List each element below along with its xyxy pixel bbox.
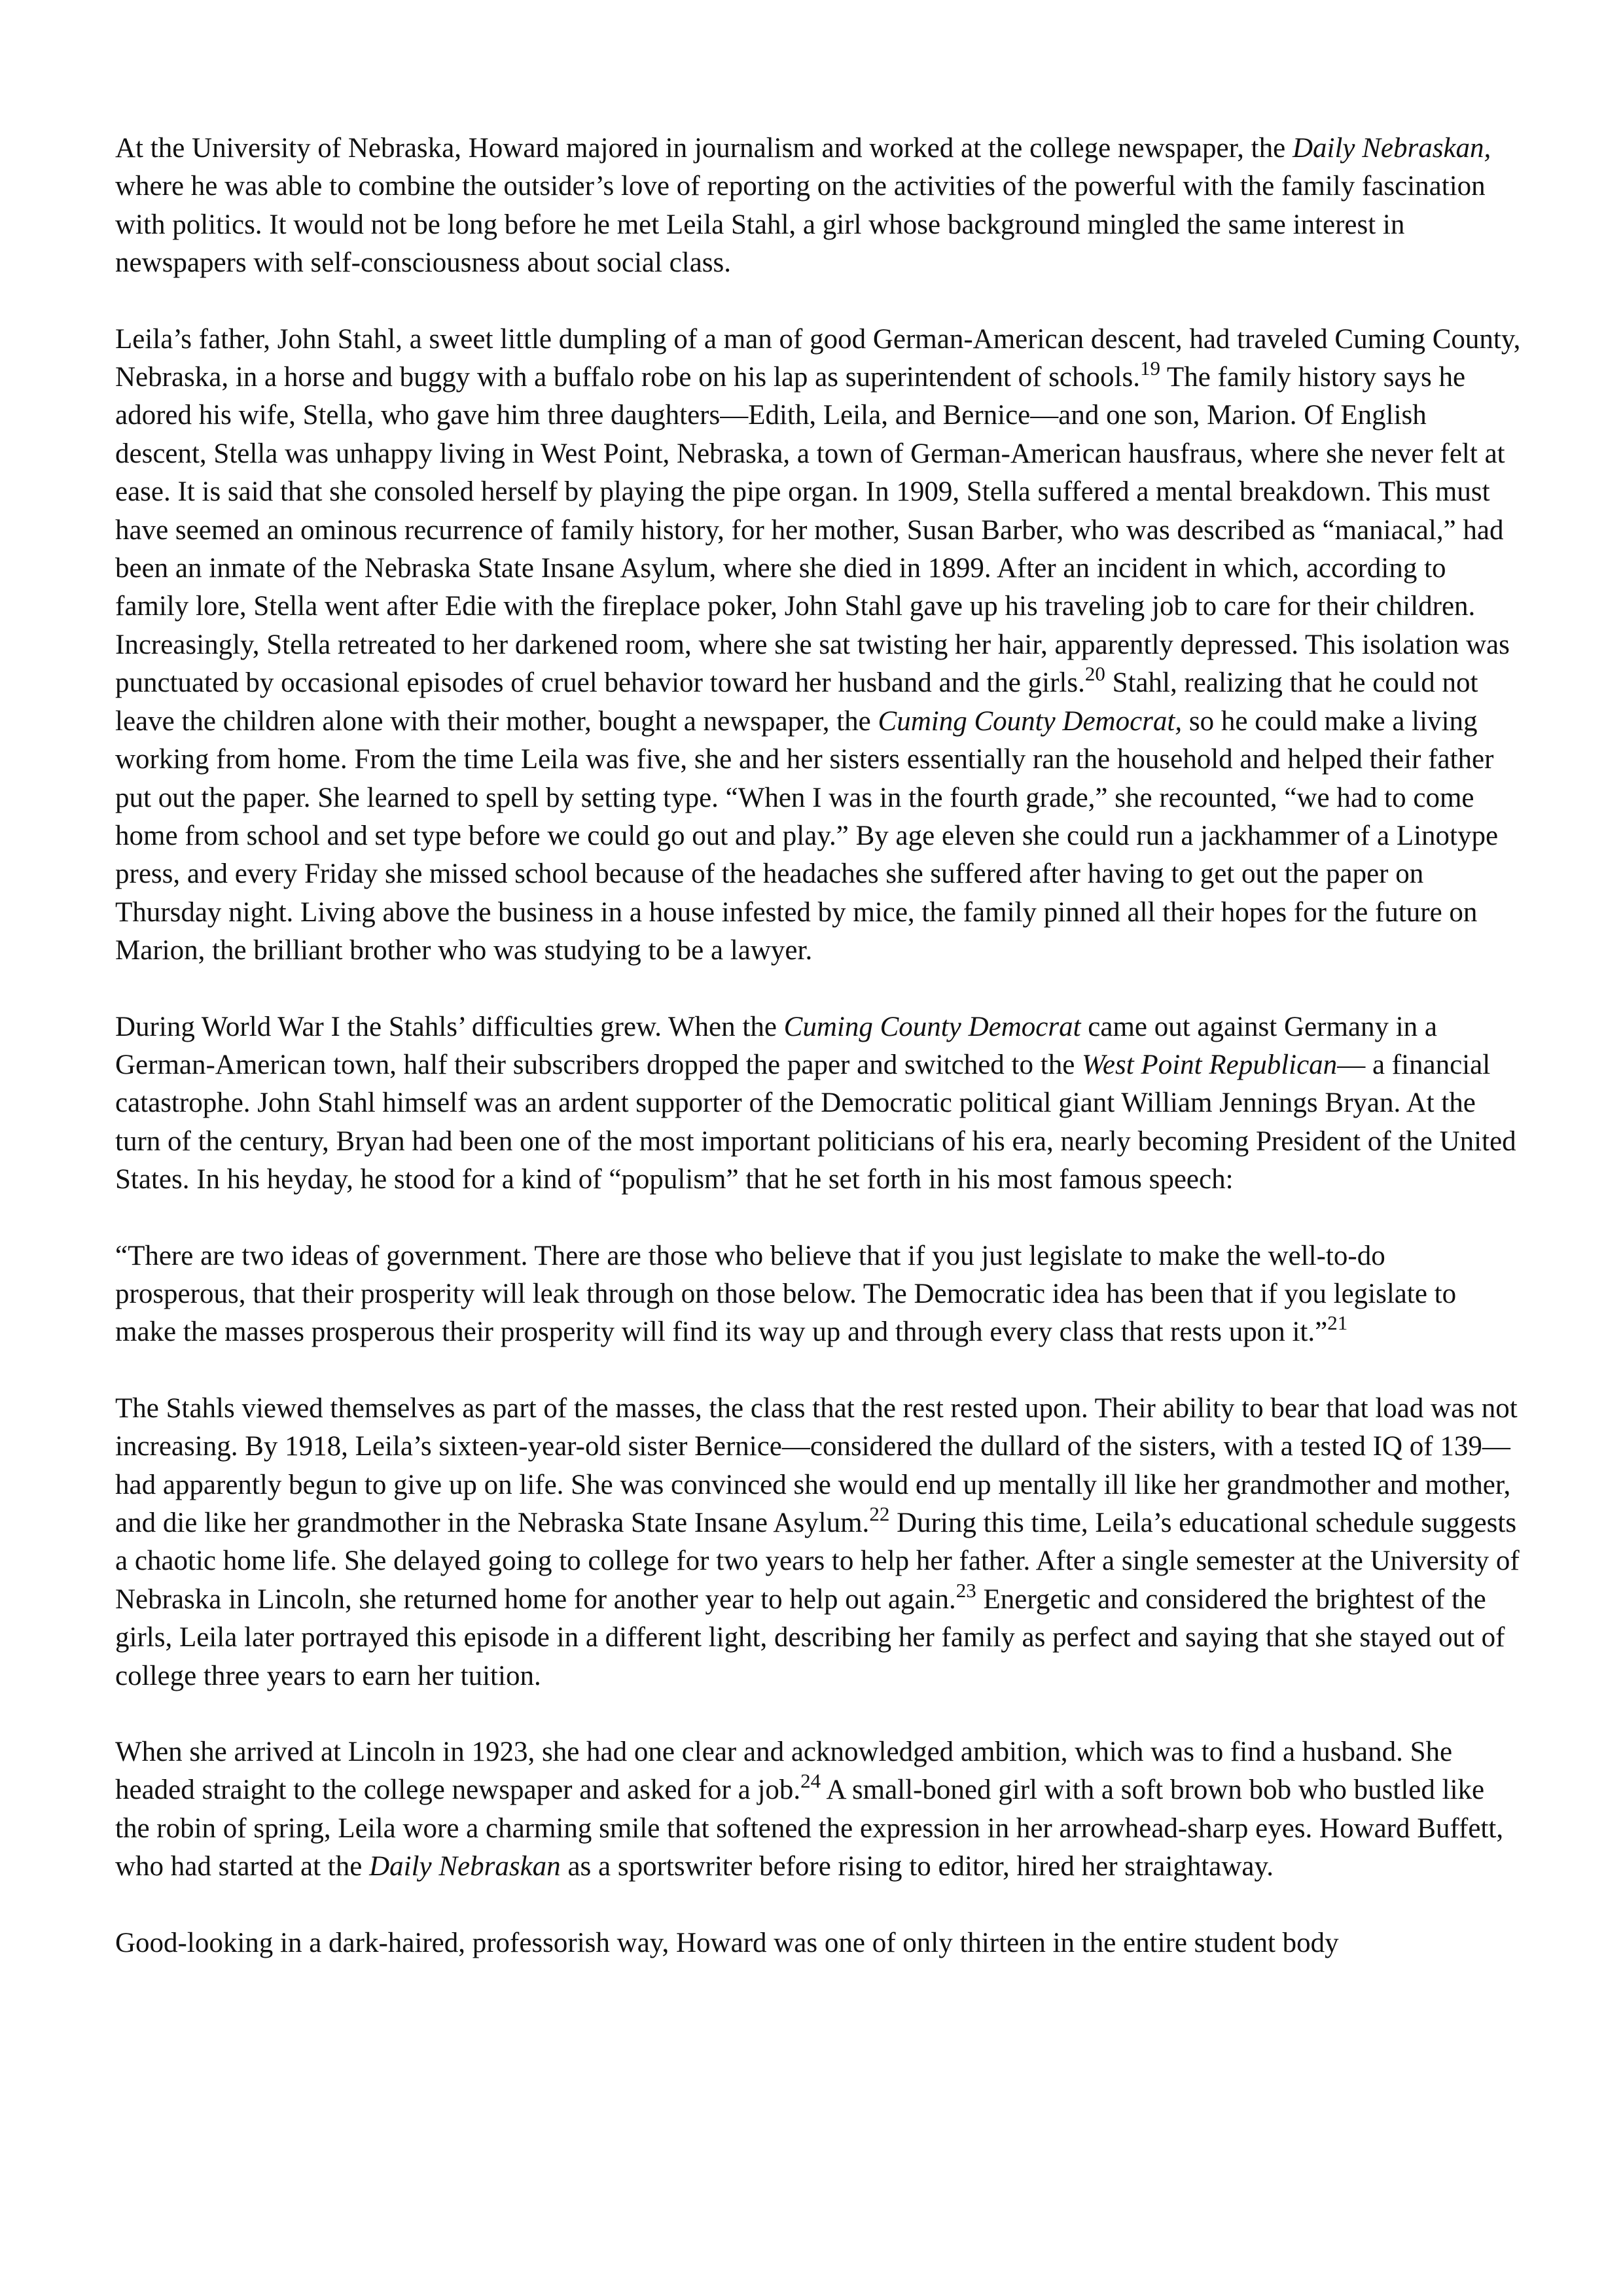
- paragraph-6: [115, 1733, 1522, 1886]
- paragraph-7: [115, 1924, 1522, 1962]
- text-run: Good-looking in a dark-haired, professorish way, Howard was one of only thirteen in the entire student body: [115, 1927, 1339, 1958]
- paragraph-2: [115, 321, 1522, 970]
- text-run: so he could make a living working from home. From the time Leila was five, she and her sisters essentially ran the household and helped their father put out the paper. She learned to spell by setting type. “When I was in the fourth grade,” she recounted, “we had to come home from school and set type before we could go out and play.” By age eleven she could run a jackhammer of a Linotype press, and every Friday she missed school because of the headaches she suffered after having to get out the paper on Thursday night. Living above the business in a house infested by mice, the family pinned all their hopes for the future on Marion, the brilliant brother who was studying to be a lawyer.: [115, 705, 1499, 966]
- text-run: When she arrived at Lincoln in 1923, she had one clear and acknowledged ambition, which was to find a husband. She headed straight to the college newspaper and asked for a job.: [115, 1737, 1453, 1806]
- paragraph-1: [115, 130, 1522, 283]
- newspaper-title: Cuming County Democrat,: [878, 705, 1183, 737]
- newspaper-title: Daily Nebraskan,: [1292, 133, 1491, 164]
- document-page: [115, 130, 1522, 2000]
- newspaper-title: West Point Republican: [1082, 1049, 1338, 1080]
- text-run: At the University of Nebraska, Howard majored in journalism and worked at the college newspaper, the: [115, 133, 1293, 164]
- text-run: The family history says he adored his wife, Stella, who gave him three daughters—Edith, Leila, and Bernice—and one son, Marion. Of English descent, Stella was unhappy living in West Point, Nebraska, a town of German-American hausfraus, where she never felt at ease. It is said that she consoled herself by playing the pipe organ. In 1909, Stella suffered a mental breakdown. This must have seemed an ominous recurrence of family history, for her mother, Susan Barber, who was described as “maniacal,” had been an inmate of the Nebraska State Insane Asylum, where she died in 1899. After an incident in which, according to family lore, Stella went after Edie with the fireplace poker, John Stahl gave up his traveling job to care for their children. Increasingly, Stella retreated to her darkened room, where she sat twisting her hair, apparently depressed. This isolation was punctuated by occasional episodes of cruel behavior toward her husband and the girls.: [115, 362, 1510, 699]
- footnote-ref: 21: [1327, 1311, 1348, 1335]
- text-run: as a sportswriter before rising to editor, hired her straightaway.: [560, 1851, 1274, 1882]
- text-run: During World War I the Stahls’ difficulties grew. When the: [115, 1011, 784, 1042]
- footnote-ref: 20: [1084, 662, 1105, 686]
- text-run: During this time, Leila’s educational schedule suggests a chaotic home life. She delayed going to college for two years to help her father. After a single semester at the University of Nebraska in Lincoln, she returned home for another year to help out again.: [115, 1508, 1520, 1615]
- text-run: came out against Germany in a German-American town, half their subscribers dropped the paper and switched to the: [115, 1011, 1438, 1080]
- paragraph-5: [115, 1390, 1522, 1695]
- text-run: where he was able to combine the outsider’s love of reporting on the activities of the powerful with the family fascination with politics. It would not be long before he met Leila Stahl, a girl whose background mingled the same interest in newspapers with self-consciousness about social class.: [115, 171, 1486, 279]
- footnote-ref: 23: [955, 1578, 976, 1602]
- footnote-ref: 22: [869, 1502, 890, 1525]
- text-run: A small-boned girl with a soft brown bob who bustled like the robin of spring, Leila wore a charming smile that softened the expression in her arrowhead-sharp eyes. Howard Buffett, who had started at the: [115, 1775, 1504, 1882]
- footnote-ref: 24: [800, 1769, 821, 1793]
- paragraph-4-quote: [115, 1237, 1522, 1352]
- footnote-ref: 19: [1139, 357, 1160, 380]
- paragraph-3: [115, 1008, 1522, 1199]
- text-run: Energetic and considered the brightest of the girls, Leila later portrayed this episode in a different light, describing her family as perfect and saying that she stayed out of college three years to earn her tuition.: [115, 1583, 1505, 1691]
- newspaper-title: Daily Nebraskan: [369, 1851, 561, 1882]
- text-run: The Stahls viewed themselves as part of the masses, the class that the rest rested upon. Their ability to bear that load was not increasing. By 1918, Leila’s sixteen-year-old sister Bernice—considered the dullard of the sisters, with a tested IQ of 139—had apparently begun to give up on life. She was convinced she would end up mentally ill like her grandmother and mother, and die like her grandmother in the Nebraska State Insane Asylum.: [115, 1392, 1518, 1538]
- text-run: Leila’s father, John Stahl, a sweet little dumpling of a man of good German-American descent, had traveled Cuming County, Nebraska, in a horse and buggy with a buffalo robe on his lap as superintendent of schools.: [115, 323, 1521, 393]
- text-run: — a financial catastrophe. John Stahl himself was an ardent supporter of the Democratic political giant William Jennings Bryan. At the turn of the century, Bryan had been one of the most important politicians of his era, nearly becoming President of the United States. In his heyday, he stood for a kind of “populism” that he set forth in his most famous speech:: [115, 1049, 1516, 1195]
- text-run: Stahl, realizing that he could not leave the children alone with their mother, bought a newspaper, the: [115, 667, 1478, 737]
- quote-text: “There are two ideas of government. There are those who believe that if you just legislate to make the well-to-do prosperous, that their prosperity will leak through on those below. The Democratic idea has been that if you legislate to make the masses prosperous their prosperity will find its way up and through every class that rests upon it.”: [115, 1240, 1457, 1348]
- newspaper-title: Cuming County Democrat: [783, 1011, 1081, 1042]
